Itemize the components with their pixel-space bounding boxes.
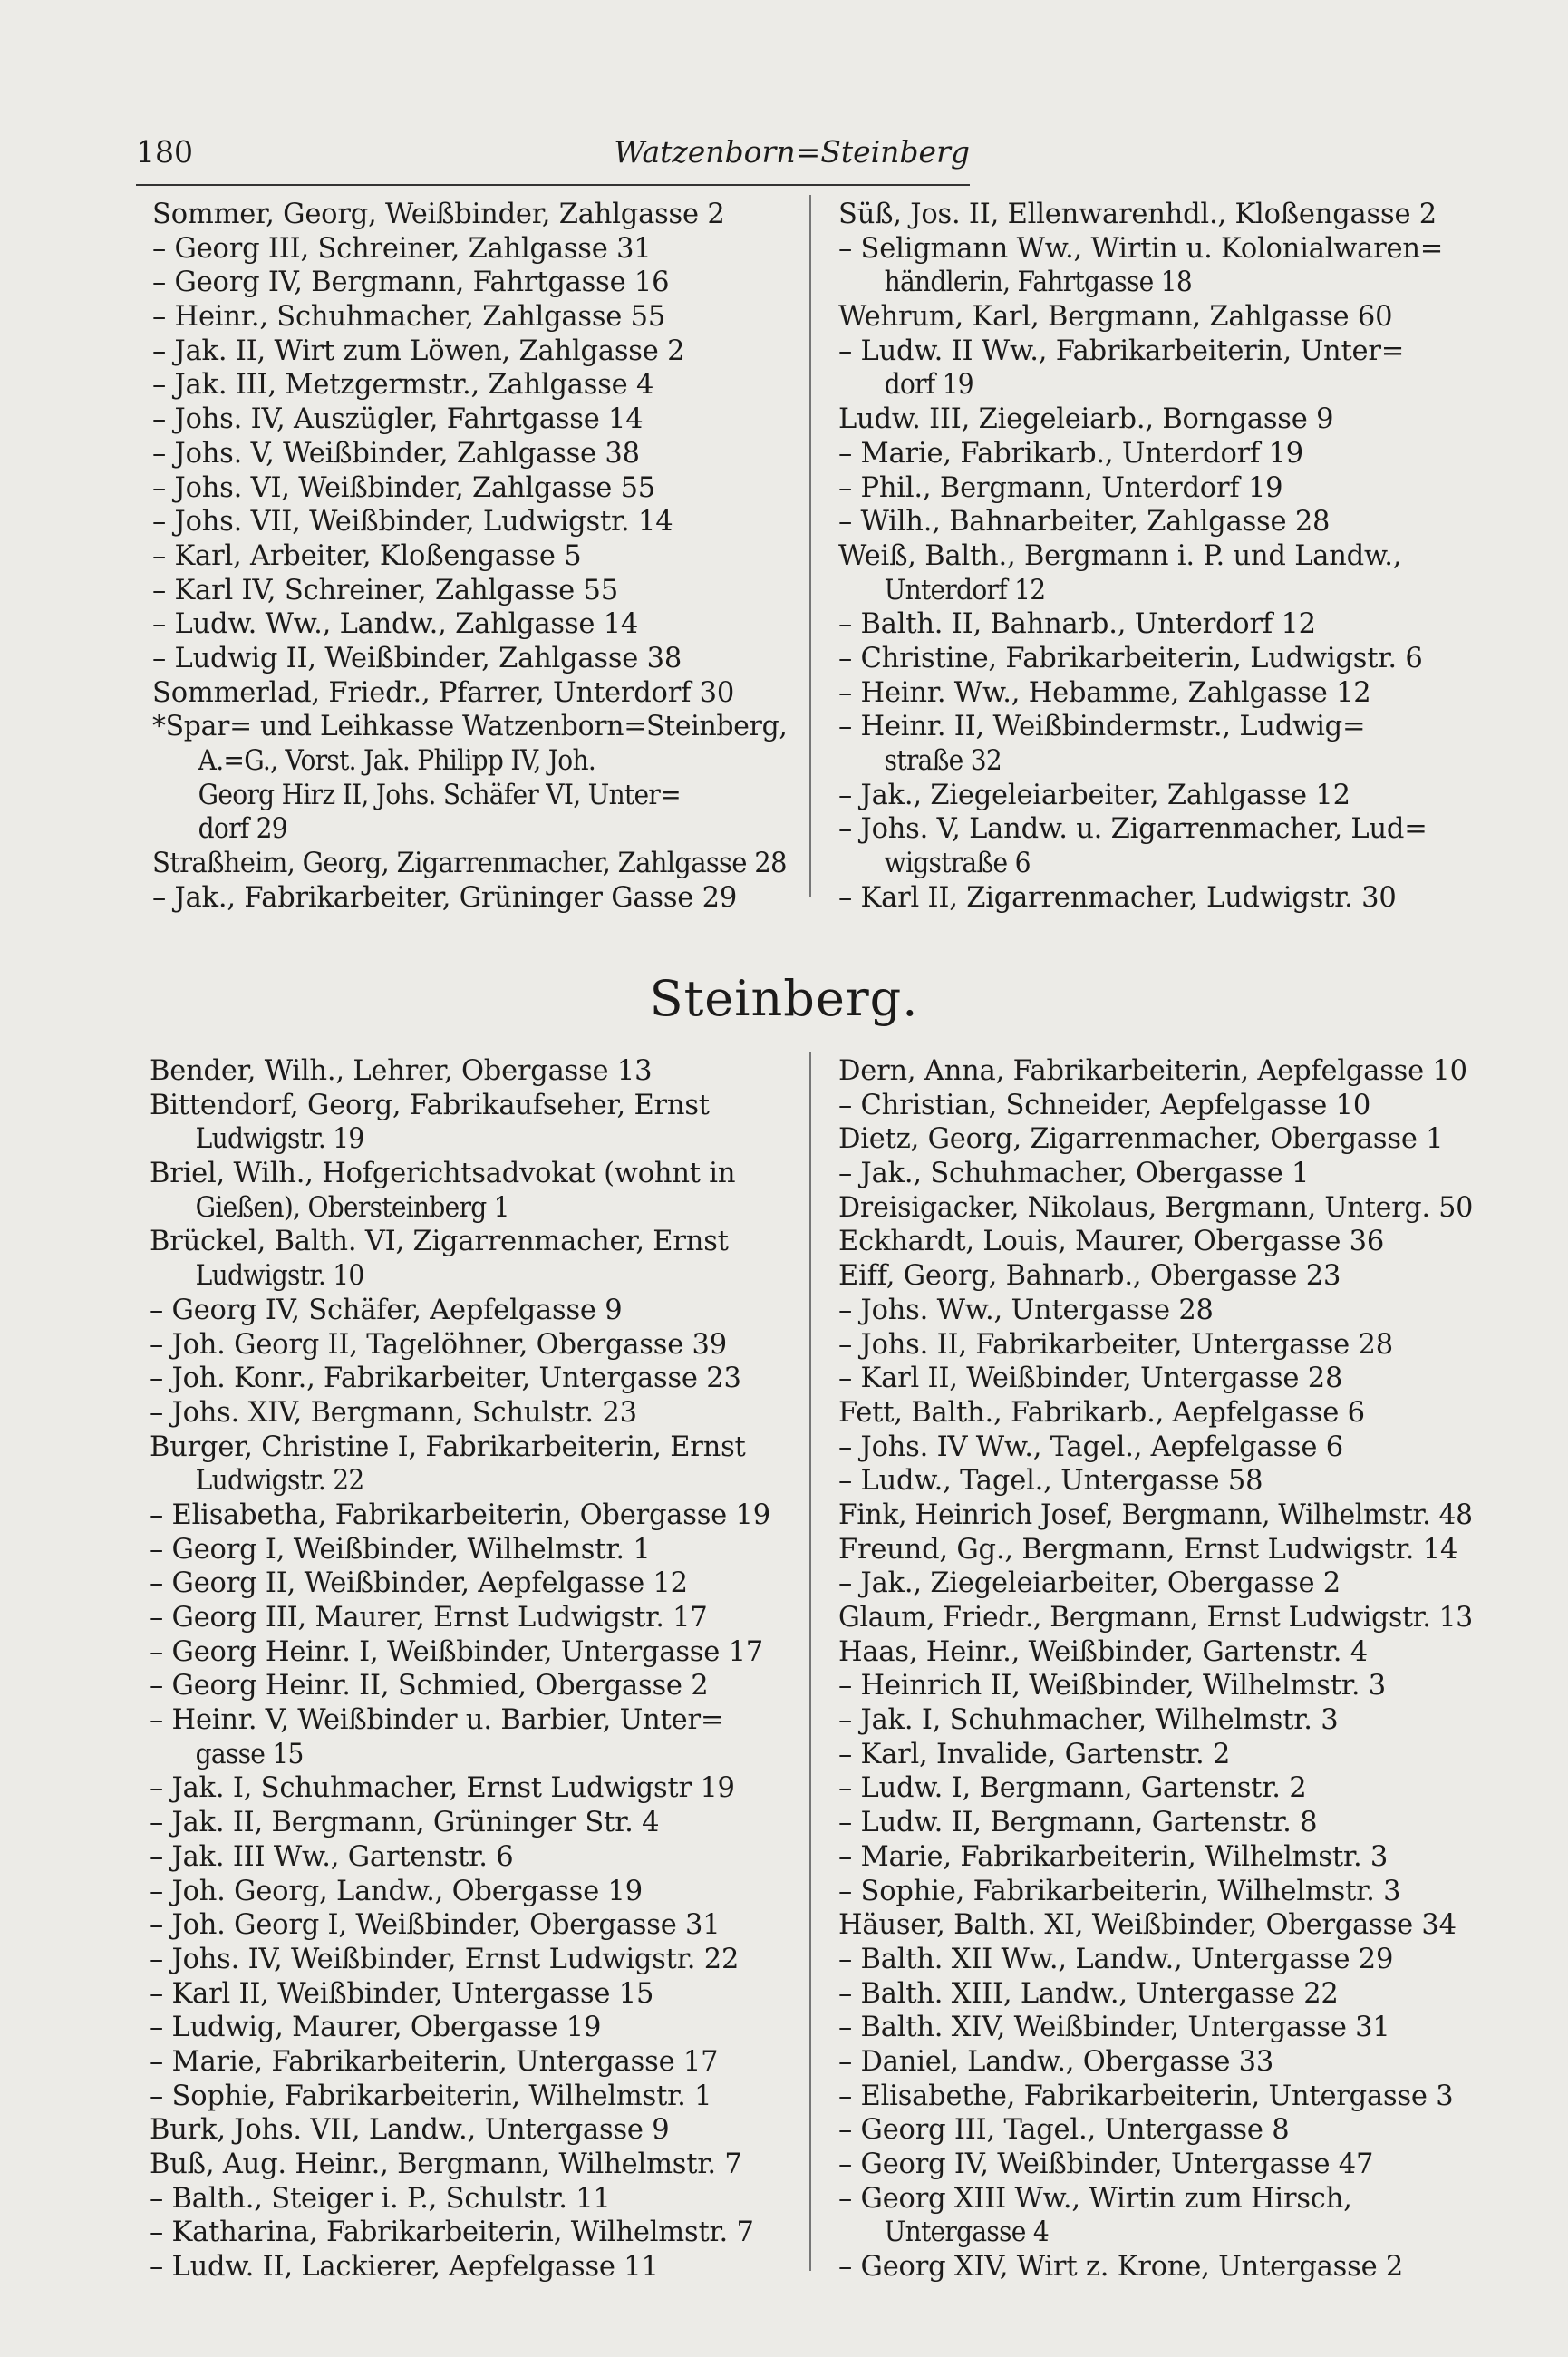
directory-entry-line: – Jak., Ziegeleiarbeiter, Obergasse 2 (838, 1567, 1341, 1600)
directory-entry-line: Häuser, Balth. XI, Weißbinder, Obergasse 34 (838, 1909, 1457, 1942)
directory-entry-line: dorf 29 (198, 813, 287, 846)
directory-entry-line: – Georg III, Schreiner, Zahlgasse 31 (152, 232, 652, 265)
directory-entry-line: – Marie, Fabrikarbeiterin, Untergasse 17 (150, 2045, 719, 2078)
directory-entry-line: – Balth. XIII, Landw., Untergasse 22 (838, 1977, 1339, 2010)
directory-entry-line: Eiff, Georg, Bahnarb., Obergasse 23 (838, 1260, 1341, 1293)
directory-entry-line: – Jak. II, Wirt zum Löwen, Zahlgasse 2 (152, 335, 685, 367)
directory-entry-line: – Ludwig, Maurer, Obergasse 19 (150, 2012, 602, 2044)
directory-entry-line: Ludwigstr. 19 (195, 1123, 364, 1156)
directory-entry-line: – Johs. VII, Weißbinder, Ludwigstr. 14 (152, 506, 673, 538)
directory-entry-line: – Wilh., Bahnarbeiter, Zahlgasse 28 (838, 506, 1331, 538)
directory-entry-line: Wehrum, Karl, Bergmann, Zahlgasse 60 (838, 301, 1393, 334)
directory-entry-line: – Jak., Ziegeleiarbeiter, Zahlgasse 12 (838, 779, 1350, 811)
directory-entry-line: Gießen), Obersteinberg 1 (195, 1191, 509, 1224)
directory-entry-line: – Joh. Konr., Fabrikarbeiter, Untergasse 23 (150, 1363, 741, 1395)
directory-entry-line: – Heinr. V, Weißbinder u. Barbier, Unter= (150, 1704, 724, 1737)
directory-entry-line: – Georg II, Weißbinder, Aepfelgasse 12 (150, 1567, 688, 1600)
directory-entry-line: Eckhardt, Louis, Maurer, Obergasse 36 (838, 1226, 1385, 1258)
directory-entry-line: A.=G., Vorst. Jak. Philipp IV, Joh. (198, 745, 596, 777)
directory-entry-line: Brückel, Balth. VI, Zigarrenmacher, Ernst (150, 1226, 729, 1258)
directory-entry-line: Dreisigacker, Nikolaus, Bergmann, Unterg. 50 (838, 1191, 1474, 1224)
directory-entry-line: dorf 19 (884, 369, 973, 402)
directory-entry-line: Ludwigstr. 22 (195, 1465, 364, 1498)
header-rule (136, 184, 970, 186)
directory-entry-line: – Johs. Ww., Untergasse 28 (838, 1294, 1214, 1326)
directory-entry-line: – Jak. I, Schuhmacher, Wilhelmstr. 3 (838, 1704, 1339, 1737)
directory-entry-line: – Karl II, Weißbinder, Untergasse 28 (838, 1363, 1343, 1395)
directory-entry-line: – Ludw. Ww., Landw., Zahlgasse 14 (152, 608, 639, 641)
directory-entry-line: – Elisabethe, Fabrikarbeiterin, Untergasse 3 (838, 2080, 1454, 2112)
directory-entry-line: Straßheim, Georg, Zigarrenmacher, Zahlgasse 28 (152, 848, 787, 880)
directory-entry-line: – Sophie, Fabrikarbeiterin, Wilhelmstr. 3 (838, 1875, 1401, 1907)
directory-entry-line: – Joh. Georg, Landw., Obergasse 19 (150, 1875, 643, 1907)
directory-entry-line: Bender, Wilh., Lehrer, Obergasse 13 (150, 1055, 653, 1087)
directory-entry-line: – Seligmann Ww., Wirtin u. Kolonialwaren= (838, 232, 1444, 265)
directory-entry-line: – Balth. XIV, Weißbinder, Untergasse 31 (838, 2012, 1390, 2044)
directory-entry-line: – Jak. III Ww., Gartenstr. 6 (150, 1840, 514, 1873)
directory-entry-line: – Heinr., Schuhmacher, Zahlgasse 55 (152, 301, 666, 334)
directory-entry-line: – Ludw. II Ww., Fabrikarbeiterin, Unter= (838, 335, 1405, 367)
directory-entry-line: – Karl, Invalide, Gartenstr. 2 (838, 1738, 1231, 1770)
directory-entry-line: Ludwigstr. 10 (195, 1260, 364, 1293)
directory-entry-line: – Jak. II, Bergmann, Grüninger Str. 4 (150, 1807, 660, 1839)
directory-entry-line: straße 32 (884, 745, 1002, 777)
directory-entry-line: – Johs. II, Fabrikarbeiter, Untergasse 28 (838, 1328, 1393, 1361)
directory-entry-line: Burk, Johs. VII, Landw., Untergasse 9 (150, 2114, 670, 2147)
section-title: Steinberg. (649, 970, 919, 1027)
column-divider (809, 1052, 811, 2271)
directory-entry-line: – Ludwig II, Weißbinder, Zahlgasse 38 (152, 642, 682, 674)
directory-entry-line: – Marie, Fabrikarb., Unterdorf 19 (838, 437, 1304, 470)
upper-left-column (152, 198, 787, 915)
directory-entry-line: – Johs. IV Ww., Tagel., Aepfelgasse 6 (838, 1431, 1343, 1463)
directory-entry-line: – Jak., Fabrikarbeiter, Grüninger Gasse 29 (152, 881, 738, 914)
running-title: Watzenborn=Steinberg (614, 134, 970, 170)
directory-entry-line: – Georg XIV, Wirt z. Krone, Untergasse 2 (838, 2251, 1404, 2284)
directory-entry-line: – Jak., Schuhmacher, Obergasse 1 (838, 1158, 1310, 1190)
directory-entry-line: Sommer, Georg, Weißbinder, Zahlgasse 2 (152, 199, 725, 230)
directory-entry-line: – Sophie, Fabrikarbeiterin, Wilhelmstr. 1 (150, 2080, 712, 2112)
directory-entry-line: – Johs. IV, Weißbinder, Ernst Ludwigstr. 22 (150, 1943, 740, 1975)
lower-left-column (150, 1054, 784, 2284)
directory-entry-line: Weiß, Balth., Bergmann i. P. und Landw., (838, 539, 1402, 572)
directory-entry-line: Untergasse 4 (884, 2216, 1050, 2249)
directory-entry-line: – Georg III, Maurer, Ernst Ludwigstr. 17 (150, 1602, 708, 1634)
directory-entry-line: – Jak. I, Schuhmacher, Ernst Ludwigstr 19 (150, 1772, 735, 1805)
directory-entry-line: – Elisabetha, Fabrikarbeiterin, Obergasse 19 (150, 1499, 770, 1531)
page-header (136, 134, 970, 179)
directory-entry-line: Georg Hirz II, Johs. Schäfer VI, Unter= (198, 779, 681, 811)
directory-entry-line: *Spar= und Leihkasse Watzenborn=Steinberg, (152, 711, 788, 743)
directory-entry-line: – Georg IV, Bergmann, Fahrtgasse 16 (152, 267, 670, 299)
page-number: 180 (136, 134, 193, 170)
directory-entry-line: – Karl, Arbeiter, Kloßengasse 5 (152, 539, 582, 572)
directory-entry-line: – Georg XIII Ww., Wirtin zum Hirsch, (838, 2182, 1352, 2215)
directory-entry-line: – Karl II, Zigarrenmacher, Ludwigstr. 30 (838, 881, 1397, 914)
directory-entry-line: Fink, Heinrich Josef, Bergmann, Wilhelmstr. 48 (838, 1499, 1473, 1531)
directory-entry-line: Süß, Jos. II, Ellenwarenhdl., Kloßengasse 2 (838, 199, 1437, 230)
directory-entry-line: – Johs. V, Weißbinder, Zahlgasse 38 (152, 437, 640, 470)
directory-entry-line: – Ludw. I, Bergmann, Gartenstr. 2 (838, 1772, 1307, 1805)
directory-entry-line: Dietz, Georg, Zigarrenmacher, Obergasse 1 (838, 1123, 1444, 1156)
lower-right-column (838, 1054, 1473, 2284)
directory-entry-line: – Karl II, Weißbinder, Untergasse 15 (150, 1977, 654, 2010)
directory-entry-line: – Christine, Fabrikarbeiterin, Ludwigstr. 6 (838, 642, 1423, 674)
directory-entry-line: Unterdorf 12 (884, 574, 1046, 606)
directory-entry-line: – Georg I, Weißbinder, Wilhelmstr. 1 (150, 1533, 651, 1566)
directory-entry-line: – Katharina, Fabrikarbeiterin, Wilhelmstr. 7 (150, 2216, 754, 2249)
directory-entry-line: – Joh. Georg I, Weißbinder, Obergasse 31 (150, 1909, 721, 1942)
directory-entry-line: – Balth., Steiger i. P., Schulstr. 11 (150, 2182, 611, 2215)
directory-entry-line: – Marie, Fabrikarbeiterin, Wilhelmstr. 3 (838, 1840, 1389, 1873)
directory-entry-line: – Johs. XIV, Bergmann, Schulstr. 23 (150, 1396, 637, 1429)
directory-entry-line: – Balth. XII Ww., Landw., Untergasse 29 (838, 1943, 1394, 1975)
directory-entry-line: Ludw. III, Ziegeleiarb., Borngasse 9 (838, 403, 1334, 436)
directory-entry-line: – Heinr. Ww., Hebamme, Zahlgasse 12 (838, 676, 1371, 709)
directory-entry-line: Buß, Aug. Heinr., Bergmann, Wilhelmstr. 7 (150, 2148, 742, 2180)
directory-entry-line: Dern, Anna, Fabrikarbeiterin, Aepfelgasse 10 (838, 1055, 1467, 1087)
directory-entry-line: – Jak. III, Metzgermstr., Zahlgasse 4 (152, 369, 654, 402)
directory-entry-line: – Johs. IV, Auszügler, Fahrtgasse 14 (152, 403, 644, 436)
directory-entry-line: – Heinrich II, Weißbinder, Wilhelmstr. 3 (838, 1670, 1387, 1702)
directory-entry-line: Briel, Wilh., Hofgerichtsadvokat (wohnt in (150, 1158, 736, 1190)
directory-entry-line: – Ludw., Tagel., Untergasse 58 (838, 1465, 1263, 1498)
directory-entry-line: – Georg III, Tagel., Untergasse 8 (838, 2114, 1290, 2147)
directory-entry-line: gasse 15 (195, 1738, 304, 1770)
directory-entry-line: – Christian, Schneider, Aepfelgasse 10 (838, 1089, 1371, 1121)
directory-entry-line: – Georg IV, Schäfer, Aepfelgasse 9 (150, 1294, 623, 1326)
directory-entry-line: Burger, Christine I, Fabrikarbeiterin, Ernst (150, 1431, 746, 1463)
column-divider (809, 195, 811, 897)
directory-entry-line: Bittendorf, Georg, Fabrikaufseher, Ernst (150, 1089, 710, 1121)
directory-entry-line: – Daniel, Landw., Obergasse 33 (838, 2045, 1274, 2078)
directory-entry-line: – Johs. VI, Weißbinder, Zahlgasse 55 (152, 471, 655, 504)
directory-entry-line: – Georg IV, Weißbinder, Untergasse 47 (838, 2148, 1374, 2180)
directory-entry-line: – Georg Heinr. II, Schmied, Obergasse 2 (150, 1670, 709, 1702)
directory-entry-line: Freund, Gg., Bergmann, Ernst Ludwigstr. 14 (838, 1533, 1458, 1566)
directory-entry-line: händlerin, Fahrtgasse 18 (884, 267, 1193, 299)
directory-entry-line: – Ludw. II, Bergmann, Gartenstr. 8 (838, 1807, 1318, 1839)
upper-right-column (838, 198, 1473, 915)
directory-entry-line: – Balth. II, Bahnarb., Unterdorf 12 (838, 608, 1316, 641)
directory-entry-line: – Johs. V, Landw. u. Zigarrenmacher, Lud= (838, 813, 1428, 846)
directory-entry-line: Sommerlad, Friedr., Pfarrer, Unterdorf 30 (152, 676, 735, 709)
directory-entry-line: Haas, Heinr., Weißbinder, Gartenstr. 4 (838, 1635, 1368, 1668)
directory-entry-line: – Phil., Bergmann, Unterdorf 19 (838, 471, 1283, 504)
directory-entry-line: – Georg Heinr. I, Weißbinder, Untergasse 17 (150, 1635, 763, 1668)
directory-entry-line: – Karl IV, Schreiner, Zahlgasse 55 (152, 574, 618, 606)
directory-entry-line: Fett, Balth., Fabrikarb., Aepfelgasse 6 (838, 1396, 1365, 1429)
directory-entry-line: – Ludw. II, Lackierer, Aepfelgasse 11 (150, 2251, 659, 2284)
directory-entry-line: – Heinr. II, Weißbindermstr., Ludwig= (838, 711, 1366, 743)
directory-entry-line: wigstraße 6 (884, 848, 1031, 880)
directory-entry-line: – Joh. Georg II, Tagelöhner, Obergasse 39 (150, 1328, 727, 1361)
directory-entry-line: Glaum, Friedr., Bergmann, Ernst Ludwigstr. 13 (838, 1602, 1473, 1634)
